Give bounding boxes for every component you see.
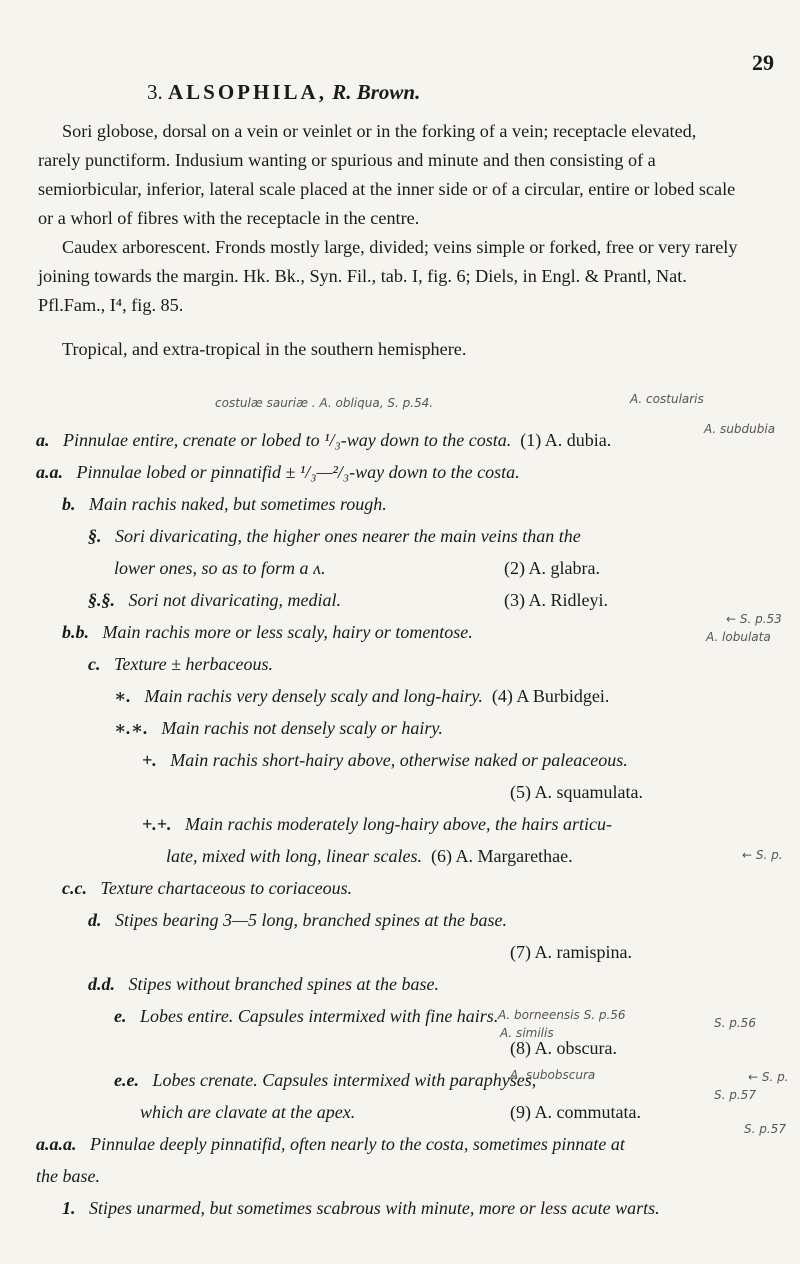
- caudex-description: Caudex arborescent. Fronds mostly large, divided; veins simple or forked, free or very rarely joining towards the margin. Hk. Bk., Syn. Fil., tab. I, fig. 6; Diels, in Engl. & Prantl, Nat. Pfl.Fam., I⁴, fig. 85.: [38, 237, 738, 315]
- key-line: d.d. Stipes without branched spines at the base.: [88, 974, 439, 994]
- handwritten-note-subdubia: A. subdubia: [704, 422, 776, 436]
- genus-heading: [147, 80, 420, 105]
- handwritten-note-top: costulæ sauriæ . A. obliqua, S. p.54.: [215, 396, 434, 410]
- handwritten-note-commutata: ← S. p.: [748, 1070, 789, 1084]
- key-line: a. Pinnulae entire, crenate or lobed to ¹/₃-way down to the costa. (1) A. dubia.: [36, 430, 612, 450]
- key-line: a.a. Pinnulae lobed or pinnatifid ± ¹/₃—²/₃-way down to the costa.: [36, 462, 520, 482]
- key-line: a.a.a. Pinnulae deeply pinnatifid, often nearly to the costa, sometimes pinnate at: [36, 1134, 625, 1154]
- handwritten-note-similis: A. similis: [500, 1026, 554, 1040]
- key-line: 1. Stipes unarmed, but sometimes scabrous with minute, more or less acute warts.: [62, 1198, 660, 1218]
- key-line: d. Stipes bearing 3—5 long, branched spines at the base.: [88, 910, 507, 930]
- key-line: lower ones, so as to form a ʌ. (2) A. glabra.: [114, 558, 600, 578]
- key-line: (5) A. squamulata.: [510, 782, 643, 802]
- page-number: 29: [752, 50, 774, 75]
- genus-name: ALSOPHILA,: [168, 80, 327, 104]
- key-line: e.e. Lobes crenate. Capsules intermixed with paraphyses,: [114, 1070, 537, 1090]
- key-line: c.c. Texture chartaceous to coriaceous.: [62, 878, 353, 898]
- key-line: §. Sori divaricating, the higher ones nearer the main veins than the: [88, 526, 581, 546]
- handwritten-note-ridleyi: A. lobulata: [706, 630, 771, 644]
- handwritten-note-subobscura: A. subobscura: [510, 1068, 596, 1082]
- key-line: ∗. Main rachis very densely scaly and long-hairy. (4) A Burbidgei.: [114, 686, 610, 706]
- key-line: +.+. Main rachis moderately long-hairy above, the hairs articu-: [142, 814, 612, 834]
- key-line: the base.: [36, 1166, 100, 1186]
- key-line: late, mixed with long, linear scales. (6) A. Margarethae.: [166, 846, 573, 866]
- key-line: (7) A. ramispina.: [510, 942, 632, 962]
- handwritten-note-bottom-right: S. p.57: [744, 1122, 786, 1136]
- key-line: +. Main rachis short-hairy above, otherwise naked or paleaceous.: [142, 750, 628, 770]
- key-line: c. Texture ± herbaceous.: [88, 654, 274, 674]
- key-line: ∗.∗. Main rachis not densely scaly or hairy.: [114, 718, 443, 738]
- distribution-description: Tropical, and extra-tropical in the southern hemisphere.: [62, 339, 467, 359]
- handwritten-note-right-top: A. costularis: [630, 392, 704, 406]
- sori-description: Sori globose, dorsal on a vein or veinlet or in the forking of a vein; receptacle elevated, rarely punctiform. Indusium wanting or spurious and minute and then consisting of a semiorbicular, inferior, lateral scale placed at the inner side or of a circular, entire or lobed scale or a whorl of fibres with the receptacle in the centre.: [38, 121, 736, 228]
- key-line: (8) A. obscura.: [510, 1038, 617, 1058]
- key-line: b.b. Main rachis more or less scaly, hairy or tomentose.: [62, 622, 473, 642]
- genus-author: R. Brown.: [332, 80, 421, 104]
- key-line: e. Lobes entire. Capsules intermixed with fine hairs.: [114, 1006, 499, 1026]
- key-line: b. Main rachis naked, but sometimes rough.: [62, 494, 387, 514]
- handwritten-note-glabra: ← S. p.53: [726, 612, 782, 626]
- handwritten-note-ramispina: A. borneensis S. p.56: [498, 1008, 626, 1022]
- heading-number: 3.: [147, 80, 163, 104]
- handwritten-note-obscura: S. p.56: [714, 1016, 756, 1030]
- key-line: §.§. Sori not divaricating, medial. (3) A. Ridleyi.: [88, 590, 608, 610]
- key-line: which are clavate at the apex. (9) A. commutata.: [140, 1102, 641, 1122]
- handwritten-note-squamulata: ← S. p.: [742, 848, 783, 862]
- handwritten-note-commutata-2: S. p.57: [714, 1088, 756, 1102]
